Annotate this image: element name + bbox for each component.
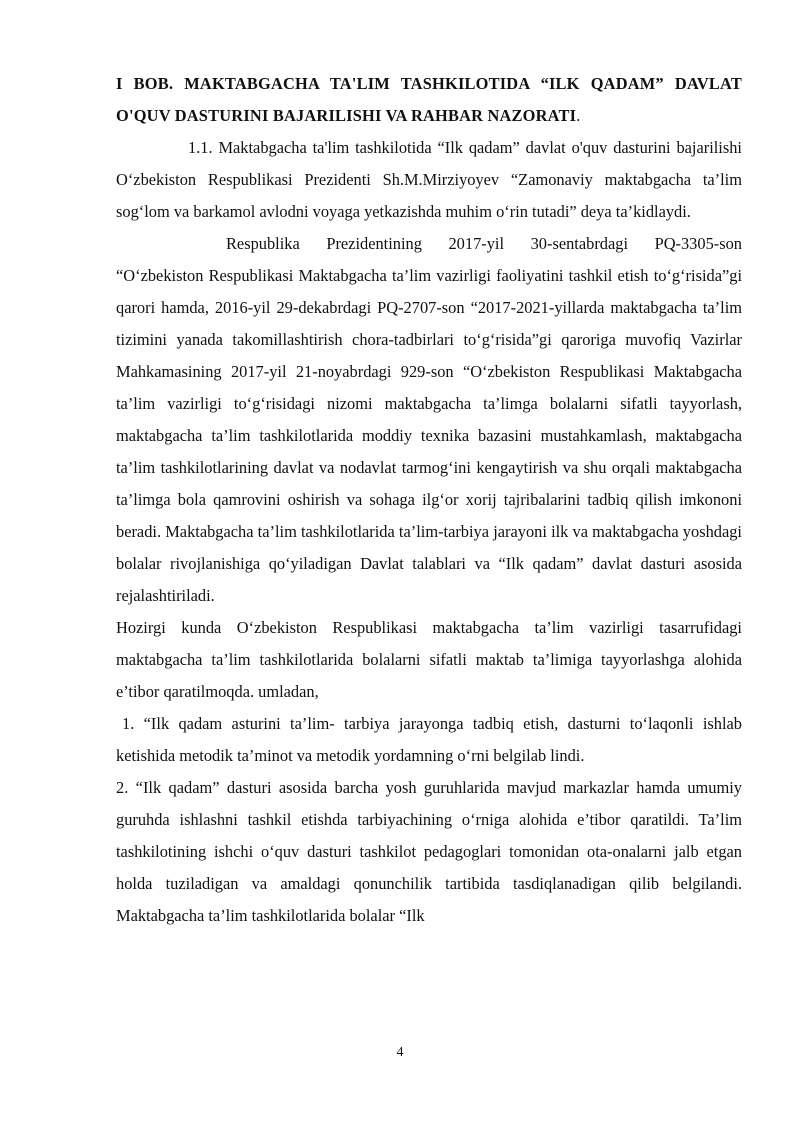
chapter-heading — [116, 68, 742, 132]
paragraph-decrees: Respublika Prezidentining 2017-yil 30-sentabrdagi PQ-3305-son “O‘zbekiston Respublikasi Maktabgacha ta’lim vazirligi faoliyatini tashkil etish to‘g‘risida”gi qarori hamda, 2016-yil 29-dekabrdagi PQ-2707-son “2017-2021-yillarda maktabgacha ta’lim tizimini yanada takomillashtirish chora-tadbirlari to‘g‘risida”gi qaroriga muvofiq Vazirlar Mahkamasining 2017-yil 21-noyabrdagi 929-son “O‘zbekiston Respublikasi Maktabgacha ta’lim vazirligi to‘g‘risidagi nizomi maktabgacha ta’limga bolalarni sifatli tayyorlash, maktabgacha ta’lim tashkilotlarida moddiy texnika bazasini mustahkamlash, maktabgacha ta’lim tashkilotlarining davlat va nodavlat tarmog‘ini kengaytirish va shu orqali maktabgacha ta’limga bola qamrovini oshirish va sohaga ilg‘or xorij tajribalarini tadbiq qilish imkononi beradi. Maktabgacha ta’lim tashkilotlarida ta’lim-tarbiya jarayoni ilk va maktabgacha yoshdagi bolalar rivojlanishiga qo‘yiladigan Davlat talablari va “Ilk qadam” davlat dasturi asosida rejalashtiriladi. — [116, 234, 742, 605]
list-item-2: 2. “Ilk qadam” dasturi asosida barcha yosh guruhlarida mavjud markazlar hamda umumiy guruhda ishlashni tashkil etishda tarbiyachining o‘rniga alohida e’tibor qaratildi. Ta’lim tashkilotining ishchi o‘quv dasturi tashkilot pedagoglari tomonidan ota-onalarni jalb etgan holda tuziladigan va amaldagi qonunchilik tartibida tasdiqlanadigan qilib belgilandi. Maktabgacha ta’lim tashkilotlarida bolalar “Ilk — [116, 778, 742, 925]
document-body — [116, 68, 742, 932]
chapter-heading-period: . — [576, 106, 581, 125]
chapter-heading-text: I BOB. MAKTABGACHA TA'LIM TASHKILOTIDA “ILK QADAM” DAVLAT O'QUV DASTURINI BAJARILISHI VA RAHBAR NAZORATI — [116, 74, 742, 125]
paragraph-section-1-1: 1.1. Maktabgacha ta'lim tashkilotida “Ilk qadam” davlat o'quv dasturini bajarilishi O‘zbekiston Respublikasi Prezidenti Sh.M.Mirziyoyev “Zamonaviy maktabgacha ta’lim sog‘lom va barkamol avlodni voyaga yetkazishda muhim o‘rin tutadi” deya ta’kidlaydi. — [116, 138, 742, 221]
paragraph-current-state: Hozirgi kunda O‘zbekiston Respublikasi maktabgacha ta’lim vazirligi tasarrufidagi maktabgacha ta’lim tashkilotlarida bolalarni sifatli maktab ta’limiga tayyorlashga alohida e’tibor qaratilmoqda. umladan, — [116, 618, 742, 701]
list-item-1: 1. “Ilk qadam asturini ta’lim- tarbiya jarayonga tadbiq etish, dasturni to‘laqonli ishlab ketishida metodik ta’minot va metodik yordamning o‘rni belgilab lindi. — [116, 714, 742, 765]
page-number: 4 — [396, 1045, 404, 1060]
